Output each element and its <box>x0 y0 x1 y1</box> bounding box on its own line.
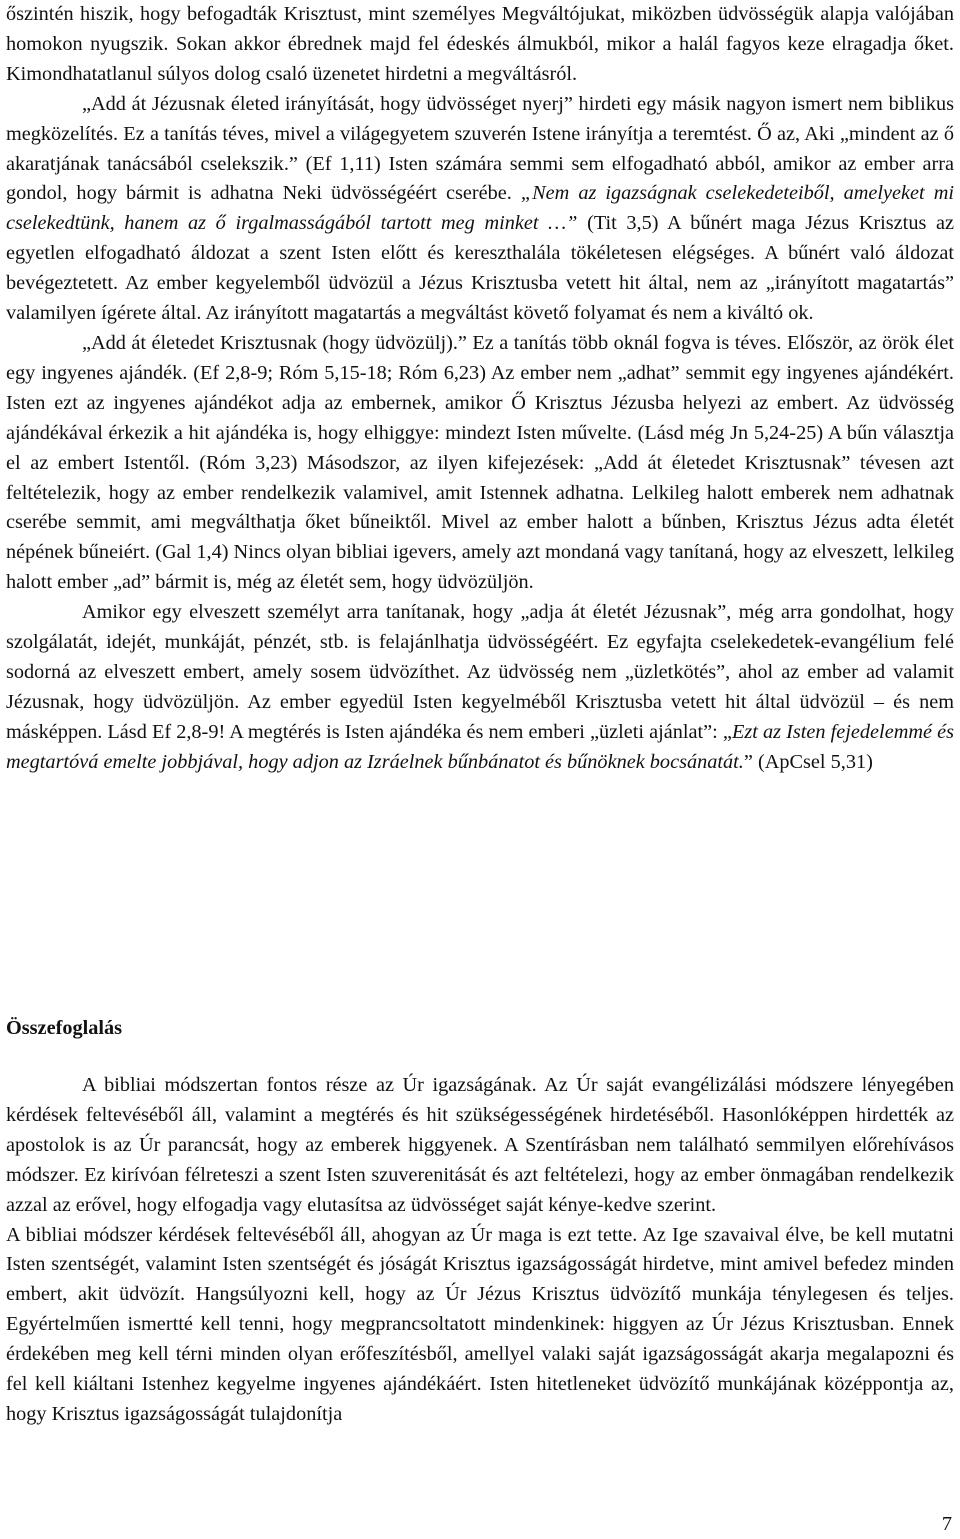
body_paragraphs-paragraph <box>6 90 954 329</box>
document-page <box>6 0 954 778</box>
page-number: 7 <box>941 1513 952 1535</box>
text-run: „Add át Jézusnak életed irányítását, hogy üdvösséget nyerj” hirdeti egy másik nagyon ismert nem biblikus megközelítés. Ez a tanítás téves, mivel a világegyetem szuverén Istene irányítja a teremtést. Ő az, Aki „mindent az ő akaratjának tanácsából cselekszik.” (Ef 1,11) Isten számára semmi sem elfogadható abból, amikor az ember arra gondol, hogy bármit is adhatna Neki üdvösségéért cserébe. <box>6 92 954 205</box>
text-run: őszintén hiszik, hogy befogadták Krisztust, mint személyes Megváltójukat, miközben üdvösségük alapja valójában homokon nyugszik. Sokan akkor ébrednek majd fel édeskés álmukból, mikor a halál fagyos keze elragadja őket. Kimondhatatlanul súlyos dolog csaló üzenetet hirdetni a megváltásról. <box>6 3 954 85</box>
text-run: ” (ApCsel 5,31) <box>743 750 873 773</box>
quoted-scripture: Ezt az Isten fejedelemmé és megtartóvá emelte jobbjával, hogy adjon az Izráelnek bűnbánatot és bűnöknek bocsánatát. <box>6 720 954 773</box>
summary-text <box>6 1071 954 1430</box>
summary_paragraphs-paragraph <box>6 1221 954 1430</box>
text-run: „Add át életedet Krisztusnak (hogy üdvözülj).” Ez a tanítás több oknál fogva is téves. Először, az örök élet egy ingyenes ajándék. (Ef 2,8-9; Róm 5,15-18; Róm 6,23) Az ember nem „adhat” semmit egy ingyenes ajándékért. Isten ezt az ingyenes ajándékot adja az embernek, amikor Ő Krisztus Jézusba helyezi az embert. Az üdvösség ajándékával érkezik a hit ajándéka is, hogy elhiggye: mindezt Isten művelte. (Lásd még Jn 5,24-25) A bűn választja el az embert Istentől. (Róm 3,23) Másodszor, az ilyen kifejezések: „Add át életedet Krisztusnak” tévesen azt feltételezik, hogy az ember rendelkezik valamivel, amit Istennek adhatna. Lelkileg halott emberek nem adhatnak cserébe semmit, ami megválthatja őket bűneiktől. Mivel az ember halott a bűnben, Krisztus Jézus adta életét népének bűneiért. (Gal 1,4) Nincs olyan bibliai igevers, amely azt mondaná vagy tanítaná, hogy az elveszett, lelkileg halott ember „ad” bármit is, még az életét sem, hogy üdvözüljön. <box>6 331 954 594</box>
body_paragraphs-paragraph <box>6 0 954 90</box>
text-run: A bibliai módszertan fontos része az Úr igazságának. Az Úr saját evangélizálási módszere lényegében kérdések feltevéséből áll, valamint a megtérés és hit szükségességének hirdetéséből. Hasonlóképpen hirdették az apostolok is az Úr parancsát, hogy az emberek higgyenek. A Szentírásban nem található semmilyen előrehívásos módszer. Ez kirívóan félreteszi a szent Isten szuverenitását és azt feltételezi, hogy az ember önmagában rendelkezik azzal az erővel, hogy elfogadja vagy elutasítsa az üdvösséget saját kénye-kedve szerint. <box>6 1074 954 1216</box>
section-heading-wrap <box>6 1013 954 1043</box>
section-heading: Összefoglalás <box>6 1017 123 1039</box>
body_paragraphs-paragraph <box>6 329 954 598</box>
text-run: (Tit 3,5) A bűnért maga Jézus Krisztus az egyetlen elfogadható áldozat a szent Isten előtt és kereszthalála tökéletesen elégséges. A bűnért való áldozat bevégeztetett. Az ember kegyelemből üdvözül a Jézus Krisztusba vetett hit által, nem az „irányított magatartás” valamilyen ígérete által. Az irányított magatartás a megváltást követő folyamat és nem a kiváltó ok. <box>6 212 954 325</box>
summary_paragraphs-paragraph <box>6 1071 954 1221</box>
text-run: Amikor egy elveszett személyt arra tanítanak, hogy „adja át életét Jézusnak”, még arra gondolhat, hogy szolgálatát, idejét, munkáját, pénzét, stb. is felajánlhatja üdvösségéért. Ez egyfajta cselekedetek-evangélium felé sodorná az elveszett embert, amely sosem üdvözíthet. Az üdvösség nem „üzletkötés”, ahol az ember ad valamit Jézusnak, hogy üdvözüljön. Az ember egyedül Isten kegyelméből Krisztusba vetett hit által üdvözül – és nem másképpen. Lásd Ef 2,8-9! A megtérés is Isten ajándéka és nem emberi „üzleti ajánlat”: „ <box>6 601 954 743</box>
quoted-scripture: „Nem az igazságnak cselekedeteiből, amelyeket mi cselekedtünk, hanem az ő irgalmasságából tartott meg minket …” <box>6 182 954 235</box>
body-text <box>6 0 954 778</box>
body_paragraphs-paragraph <box>6 598 954 777</box>
text-run: A bibliai módszer kérdések feltevéséből áll, ahogyan az Úr maga is ezt tette. Az Ige szavaival élve, be kell mutatni Isten szentségét, valamint Isten szentségét és jóságát Krisztus igazságosságát hirdetve, mint amivel befedez minden embert, akit üdvözít. Hangsúlyozni kell, hogy az Úr Jézus Krisztus üdvözítő munkája ténylegesen és teljes. Egyértelműen ismertté kell tenni, hogy megprancsoltatott mindenkinek: higgyen az Úr Jézus Krisztusban. Ennek érdekében meg kell térni minden olyan erőfeszítésből, amellyel valaki saját igazságosságát akarja megalapozni és fel kell kiáltani Istenhez kegyelme ingyenes ajándékáért. Isten hitetleneket üdvözítő munkájának középpontja az, hogy Krisztus igazságosságát tulajdonítja <box>6 1223 954 1425</box>
